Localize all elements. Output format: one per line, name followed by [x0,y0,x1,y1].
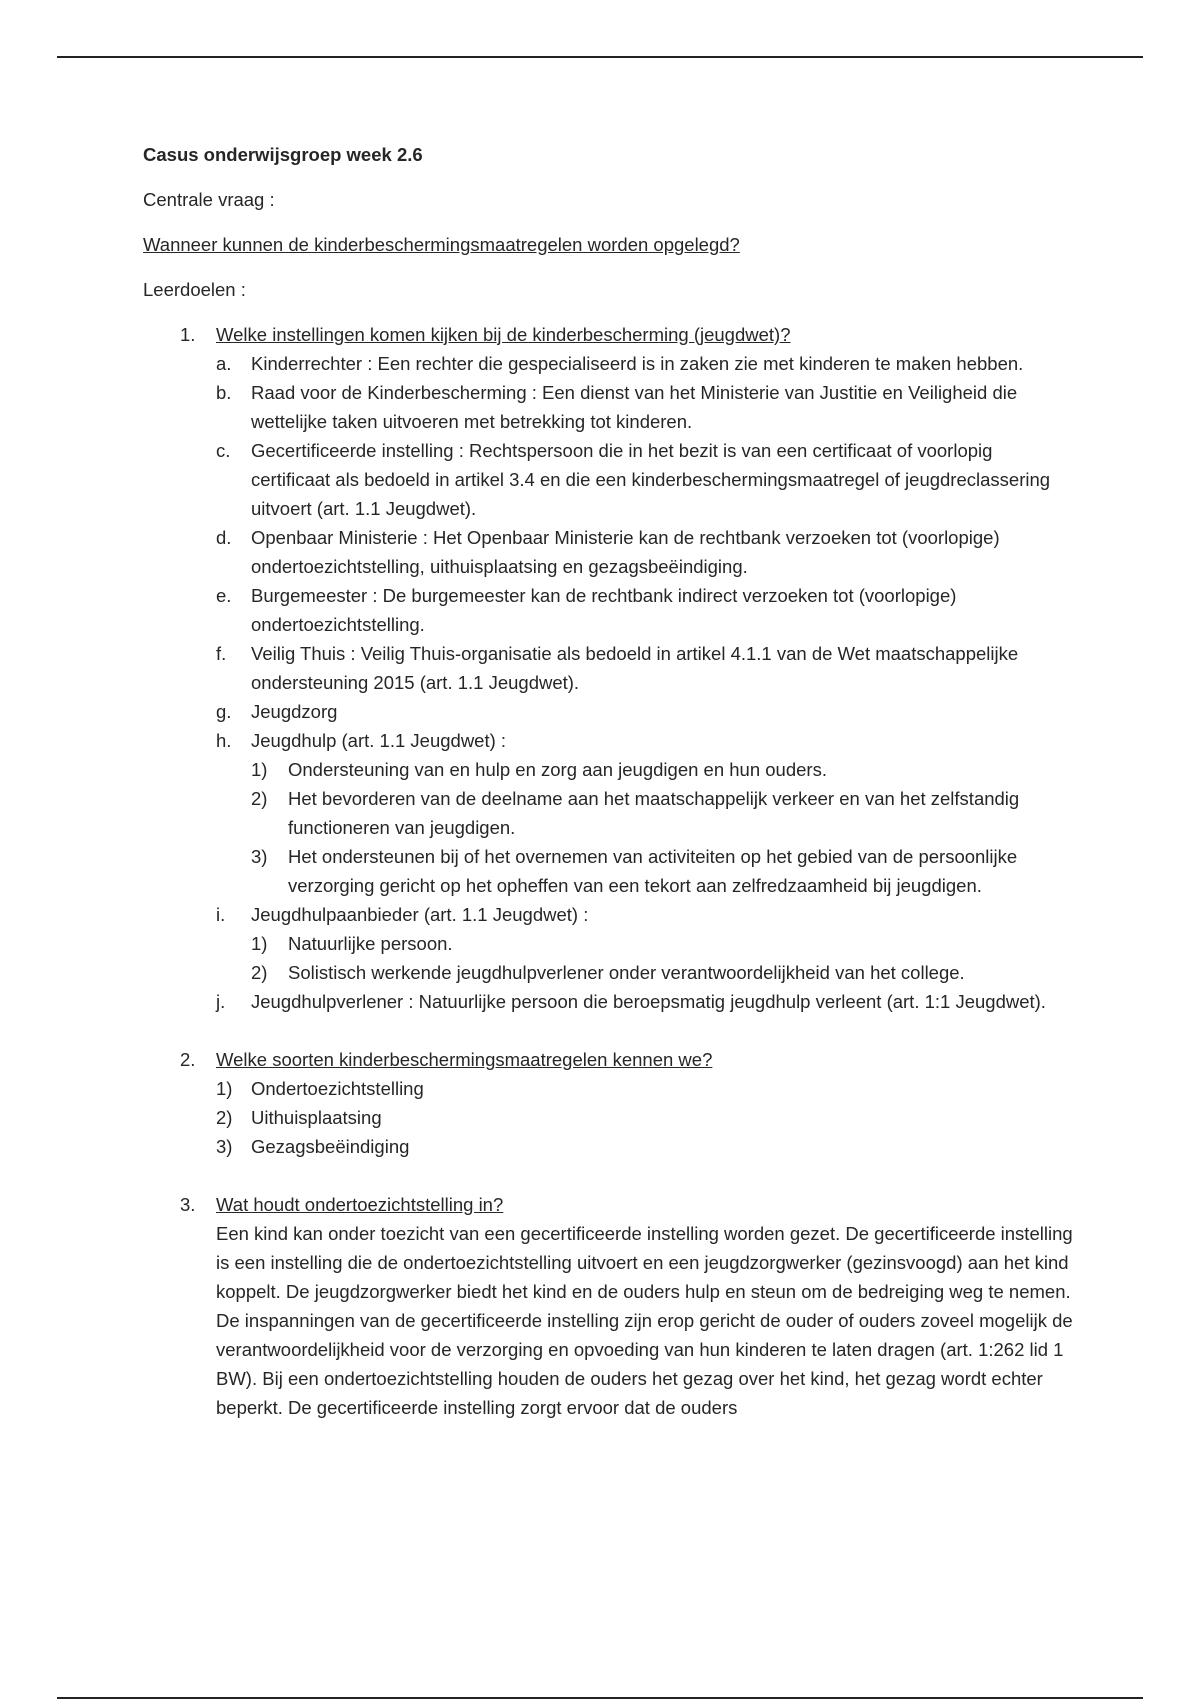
list-item-b [143,378,1073,436]
list-item-d [143,523,1073,581]
top-rule [57,56,1143,58]
item-marker: j. [216,991,226,1012]
item-text: Jeugdhulpverlener : Natuurlijke persoon die beroepsmatig jeugdhulp verleent (art. 1:1 Jeugdwet). [251,991,1046,1012]
list-item-f [143,639,1073,697]
item-text: Kinderrechter : Een rechter die gespecialiseerd is in zaken zie met kinderen te maken hebben. [251,353,1024,374]
question-number: 2. [180,1049,196,1070]
list-item-a [143,349,1073,378]
item-marker: 2) [216,1107,233,1128]
item-text: Gecertificeerde instelling : Rechtspersoon die in het bezit is van een certificaat of voorlopig certificaat als bedoeld in artikel 3.4 en die een kinderbeschermingsmaatregel of jeugdreclassering uitvoert (art. 1.1 Jeugdwet). [251,440,1051,519]
item-text: Gezagsbeëindiging [251,1136,410,1157]
item-marker: h. [216,730,232,751]
item-text: Burgemeester : De burgemeester kan de rechtbank indirect verzoeken tot (voorlopige) ondertoezichtstelling. [251,585,957,635]
item-text: Raad voor de Kinderbescherming : Een dienst van het Ministerie van Justitie en Veiligheid die wettelijke taken uitvoeren met betrekking tot kinderen. [251,382,1018,432]
list-item-h [143,726,1073,755]
question-text: Welke instellingen komen kijken bij de kinderbescherming (jeugdwet)? [216,324,791,345]
document-title: Casus onderwijsgroep week 2.6 [143,144,423,165]
list-item-h-2 [143,784,1073,842]
question-number: 1. [180,324,196,345]
question-1 [143,320,1073,1016]
question-3 [143,1190,1073,1422]
item-marker: 1) [251,933,268,954]
item-text: Jeugdhulpaanbieder (art. 1.1 Jeugdwet) : [251,904,589,925]
item-text: Veilig Thuis : Veilig Thuis-organisatie als bedoeld in artikel 4.1.1 van de Wet maatschappelijke ondersteuning 2015 (art. 1.1 Jeugdwet). [251,643,1019,693]
central-question-label: Centrale vraag : [143,189,275,210]
item-text: Ondertoezichtstelling [251,1078,424,1099]
item-marker: e. [216,585,232,606]
bottom-rule [57,1697,1143,1699]
central-question: Wanneer kunnen de kinderbeschermingsmaatregelen worden opgelegd? [143,234,740,255]
item-marker: d. [216,527,232,548]
item-marker: c. [216,440,231,461]
item-text: Het ondersteunen bij of het overnemen van activiteiten op het gebied van de persoonlijke verzorging gericht op het opheffen van een tekort aan zelfredzaamheid bij jeugdigen. [288,846,1018,896]
question-2 [143,1045,1073,1161]
list-item-3 [143,1132,1073,1161]
question-number: 3. [180,1194,196,1215]
question-text: Wat houdt ondertoezichtstelling in? [216,1194,504,1215]
item-marker: 3) [216,1136,233,1157]
item-marker: 2) [251,788,268,809]
item-text: Solistisch werkende jeugdhulpverlener onder verantwoordelijkheid van het college. [288,962,965,983]
item-text: Natuurlijke persoon. [288,933,453,954]
learning-goals-label: Leerdoelen : [143,279,246,300]
item-text: Jeugdhulp (art. 1.1 Jeugdwet) : [251,730,507,751]
list-item-j [143,987,1073,1016]
item-marker: 2) [251,962,268,983]
item-text: Het bevorderen van de deelname aan het maatschappelijk verkeer en van het zelfstandig functioneren van jeugdigen. [288,788,1020,838]
spacer [143,1161,1073,1190]
document-page [143,140,1073,1422]
item-marker: 1) [251,759,268,780]
question-text: Welke soorten kinderbeschermingsmaatregelen kennen we? [216,1049,713,1070]
item-marker: f. [216,643,227,664]
spacer [143,1016,1073,1045]
item-text: Jeugdzorg [251,701,338,722]
item-marker: 3) [251,846,268,867]
list-item-g [143,697,1073,726]
item-marker: 1) [216,1078,233,1099]
item-marker: b. [216,382,232,403]
item-text: Openbaar Ministerie : Het Openbaar Ministerie kan de rechtbank verzoeken tot (voorlopige) ondertoezichtstelling, uithuisplaatsing en gezagsbeëindiging. [251,527,1000,577]
item-marker: a. [216,353,232,374]
item-text: Uithuisplaatsing [251,1107,382,1128]
list-item-e [143,581,1073,639]
answer-paragraph: Een kind kan onder toezicht van een gecertificeerde instelling worden gezet. De gecertificeerde instelling is een instelling die de ondertoezichtstelling uitvoert en een jeugdzorgwerker (gezinsvoogd) aan het kind koppelt. De jeugdzorgwerker biedt het kind en de ouders hulp en steun om de bedreiging weg te nemen. De inspanningen van de gecertificeerde instelling zijn erop gericht de ouder of ouders zoveel mogelijk de verantwoordelijkheid voor de verzorging en opvoeding van hun kinderen te laten dragen (art. 1:262 lid 1 BW). Bij een ondertoezichtstelling houden de ouders het gezag over het kind, het gezag wordt echter beperkt. De gecertificeerde instelling zorgt ervoor dat de ouders [216,1223,1073,1418]
list-item-1 [143,1074,1073,1103]
item-marker: g. [216,701,232,722]
list-item-c [143,436,1073,523]
list-item-2 [143,1103,1073,1132]
list-item-h-3 [143,842,1073,900]
item-marker: i. [216,904,226,925]
list-item-i-2 [143,958,1073,987]
list-item-i-1 [143,929,1073,958]
item-text: Ondersteuning van en hulp en zorg aan jeugdigen en hun ouders. [288,759,827,780]
list-item-h-1 [143,755,1073,784]
list-item-i [143,900,1073,929]
